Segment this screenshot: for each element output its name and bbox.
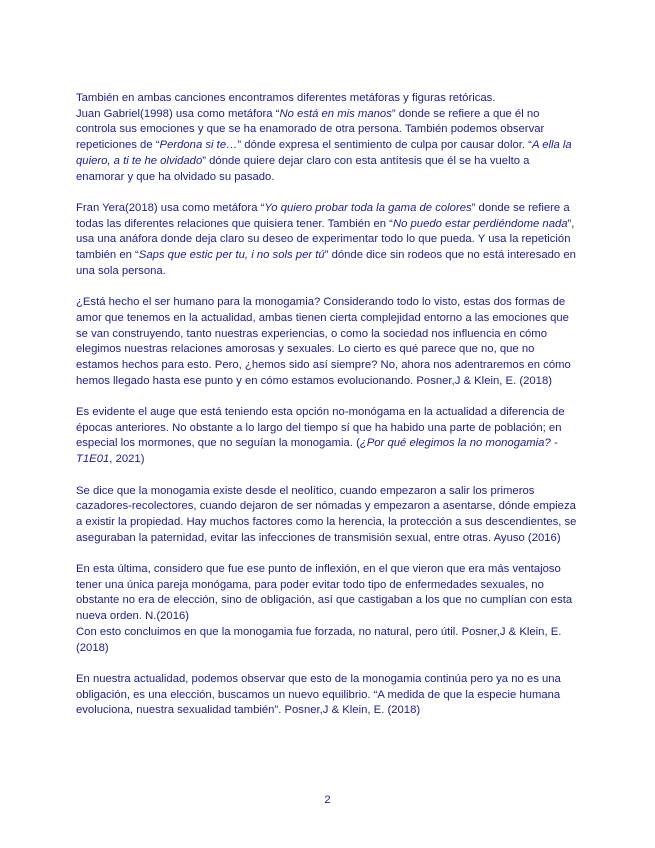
text-run: Es evidente el auge que está teniendo esta opción no-monógama en la actualidad a diferencia de épocas anteriores. No obstante a lo largo del tiempo sí que ha habido una parte de población; en especial los mormones, que no seguían la monogamia. (: [76, 406, 565, 450]
text-run: En esta última, considero que fue ese punto de inflexión, en el que vieron que era más ventajoso tener una única pareja monógama, para poder evitar todo tipo de enfermedades sexuales, no obstante no era de elección, sino de obligación, así que castigaban a los que no cumplían con esta nueva orden. N.(2016): [76, 563, 573, 623]
text-run: Fran Yera(2018) usa como metáfora “: [76, 201, 265, 214]
paragraph-neolithic: [76, 484, 580, 547]
text-run: En nuestra actualidad, podemos observar que esto de la monogamia continúa pero ya no es una obligación, es una elección, buscamos un nuevo equilibrio. “A medida de que la especie humana evoluciona, nuestra sexualidad también”. Posner,J & Klein, E. (2018): [76, 672, 561, 717]
paragraph-conclusion: [76, 625, 580, 656]
text-run: Se dice que la monogamia existe desde el neolítico, cuando empezaron a salir los primeros cazadores-recolectores, cuando dejaron de ser nómadas y empezaron a asentarse, dónde empieza a existir la propiedad. Hay muchos factores como la herencia, la protección a sus descendientes, se aseguraban la paternidad, evitar las infecciones de transmisión sexual, entre otras. Ayuso (2016): [76, 484, 577, 544]
text-run: ¿Está hecho el ser humano para la monogamia? Considerando todo lo visto, estas dos formas de amor que tenemos en la actualidad, ambas tienen cierta complejidad entorno a las emociones que se van construyendo, tanto nuestras experiencias, o como la sociedad nos influencia en cómo elegimos nuestras relaciones amorosas y sexuales. Lo cierto es qué parece que no, que no estamos hechos para esto. Pero, ¿hemos sido así siempre? No, ahora nos adentraremos en cómo hemos llegado hasta ese punto y en cómo estamos evolucionando. Posner,J & Klein, E. (2018): [76, 296, 571, 387]
paragraph-inflection: [76, 562, 580, 625]
paragraph-monogamy-question: [76, 295, 580, 389]
paragraph-intro: [76, 91, 580, 107]
page-number: 2: [324, 794, 331, 806]
text-run: ” dónde quiere dejar claro con esta antítesis que él se ha vuelto a enamorar y que ha olvidado su pasado.: [76, 154, 530, 183]
quoted-lyric: A ella la quiero, a ti te he olvidado: [76, 139, 572, 167]
text-run: Con esto concluimos en que la monogamia fue forzada, no natural, pero útil. Posner,J & Klein, E. (2018): [76, 625, 562, 654]
text-run: Juan Gabriel(1998) usa como metáfora “: [76, 107, 280, 120]
text-run: ” dónde dice sin rodeos que no está interesado en una sola persona.: [76, 249, 576, 277]
text-run: ” donde se refiere a que él no controla sus emociones y que se ha enamorado de otra persona. También podemos observar repeticiones de “: [76, 107, 545, 152]
quoted-lyric: No está en mis manos: [279, 107, 392, 120]
text-run: ” donde se refiere a todas las diferentes relaciones que quisiera tener. También en “: [76, 201, 570, 230]
text-run: ”, usa una anáfora donde deja claro su deseo de experimentar todo lo que pueda. Y usa la repetición también en “: [76, 217, 575, 262]
cited-title: ¿Por qué elegimos la no monogamia? - T1E01: [76, 437, 558, 466]
quoted-lyric: Saps que estic per tu, i no sols per tú: [138, 249, 325, 262]
text-run: ” dónde expresa el sentimiento de culpa por causar dolor. “: [237, 139, 532, 152]
text-run: También en ambas canciones encontramos diferentes metáforas y figuras retóricas.: [76, 92, 496, 104]
text-run: , 2021): [109, 453, 145, 466]
paragraph-non-monogamy: [76, 405, 580, 468]
quoted-lyric: Yo quiero probar toda la gama de colores: [264, 201, 472, 214]
paragraph-fran-yera: [76, 201, 580, 280]
quoted-lyric: No puedo estar perdiéndome nada: [392, 217, 568, 230]
paragraph-present-day: [76, 672, 580, 719]
document-body: [76, 91, 580, 735]
quoted-lyric: Perdona si te…: [159, 139, 238, 152]
paragraph-juan-gabriel: [76, 107, 580, 186]
